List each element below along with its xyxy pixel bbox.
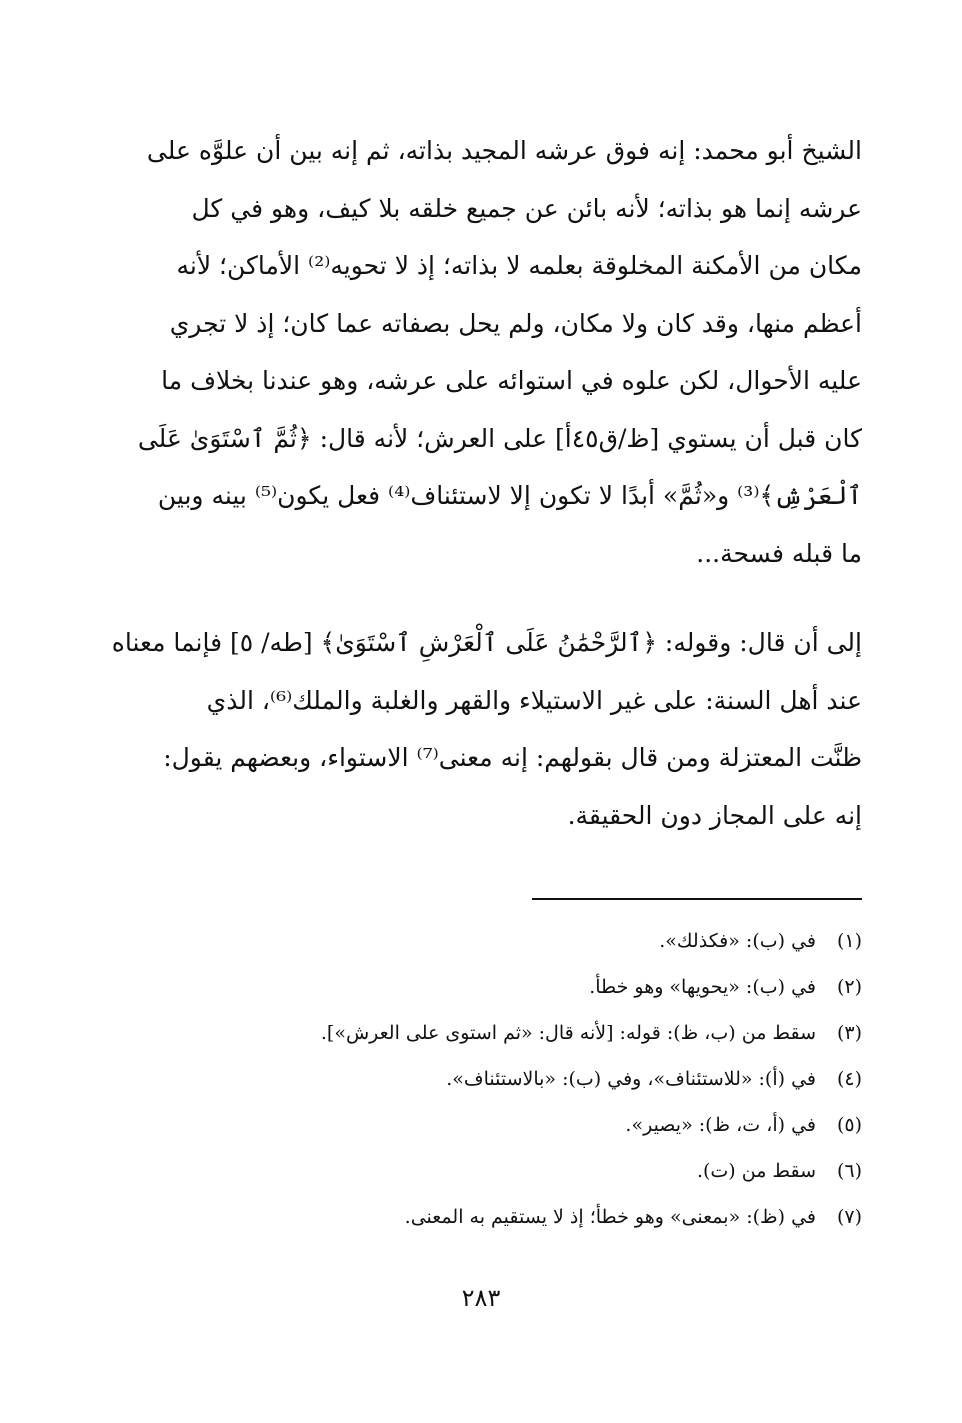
text-line: عليه الأحوال، لكن علوه في استوائه على عرشه، وهو عندنا بخلاف ما xyxy=(161,366,862,395)
footnote-item xyxy=(242,1056,862,1102)
footnote-number: (١) xyxy=(836,930,862,952)
footnote-item xyxy=(242,1194,862,1240)
footnote-number: (٢) xyxy=(836,976,862,998)
footnote-number: (٥) xyxy=(836,1114,862,1136)
text-line: عرشه إنما هو بذاته؛ لأنه بائن عن جميع خلقه بلا كيف، وهو في كل xyxy=(191,193,862,223)
main-paragraph-2 xyxy=(80,614,862,844)
footnote-text: في (أ، ت، ظ): «يصير». xyxy=(625,1114,816,1136)
text-line: مكان من الأمكنة المخلوقة بعلمه لا بذاته؛ إذ لا تحويه⁽²⁾ الأماكن؛ لأنه xyxy=(176,251,862,280)
footnote-text: في (ب): «فكذلك». xyxy=(659,930,816,952)
footnote-item xyxy=(242,918,862,964)
footnote-item xyxy=(242,1102,862,1148)
text-line: إنه على المجاز دون الحقيقة. xyxy=(567,800,862,830)
text-line: الشيخ أبو محمد: إنه فوق عرشه المجيد بذاته، ثم إنه بين أن علوَّه على xyxy=(146,136,862,165)
footnote-text: سقط من (ت). xyxy=(696,1160,816,1182)
text-line: أعظم منها، وقد كان ولا مكان، ولم يحل بصفاته عما كان؛ إذ لا تجري xyxy=(169,308,862,338)
footnote-number: (٣) xyxy=(836,1022,862,1044)
text-line: ٱلْعَرْشِ﴾⁽³⁾ و«ثُمَّ» أبدًا لا تكون إلا لاستئناف⁽⁴⁾ فعل يكون⁽⁵⁾ بينه وبين xyxy=(157,481,862,510)
footnote-item xyxy=(242,1148,862,1194)
footnote-text: في (ب): «يحويها» وهو خطأ. xyxy=(589,976,816,998)
footnote-divider xyxy=(532,898,862,900)
text-line: كان قبل أن يستوي [ظ/ق٤٥أ] على العرش؛ لأنه قال: ﴿ثُمَّ ٱسْتَوَىٰ عَلَى xyxy=(137,423,862,453)
footnote-number: (٤) xyxy=(836,1068,862,1090)
footnote-number: (٦) xyxy=(836,1160,862,1182)
footnote-text: في (أ): «للاستئناف»، وفي (ب): «بالاستئناف». xyxy=(446,1068,816,1090)
footnote-item xyxy=(242,1010,862,1056)
footnote-number: (٧) xyxy=(836,1206,862,1228)
text-line: ما قبله فسحة... xyxy=(696,538,862,568)
footnote-text: سقط من (ب، ظ): قوله: [لأنه قال: «ثم استوى على العرش»]. xyxy=(320,1022,816,1044)
footnotes xyxy=(242,918,862,1240)
text-line: ظنَّت المعتزلة ومن قال بقولهم: إنه معنى⁽⁷⁾ الاستواء، وبعضهم يقول: xyxy=(163,743,862,772)
footnote-item xyxy=(242,964,862,1010)
page-number: ٢٨٣ xyxy=(461,1284,501,1312)
main-paragraph-1 xyxy=(80,122,862,582)
text-line: عند أهل السنة: على غير الاستيلاء والقهر والغلبة والملك⁽⁶⁾، الذي xyxy=(206,685,862,715)
footnote-text: في (ظ): «بمعنى» وهو خطأ؛ إذ لا يستقيم به المعنى. xyxy=(404,1206,816,1228)
text-line: إلى أن قال: وقوله: ﴿ٱلرَّحْمَٰنُ عَلَى ٱلْعَرْشِ ٱسْتَوَىٰ﴾ [طه/ ٥] فإنما معناه xyxy=(111,628,862,657)
